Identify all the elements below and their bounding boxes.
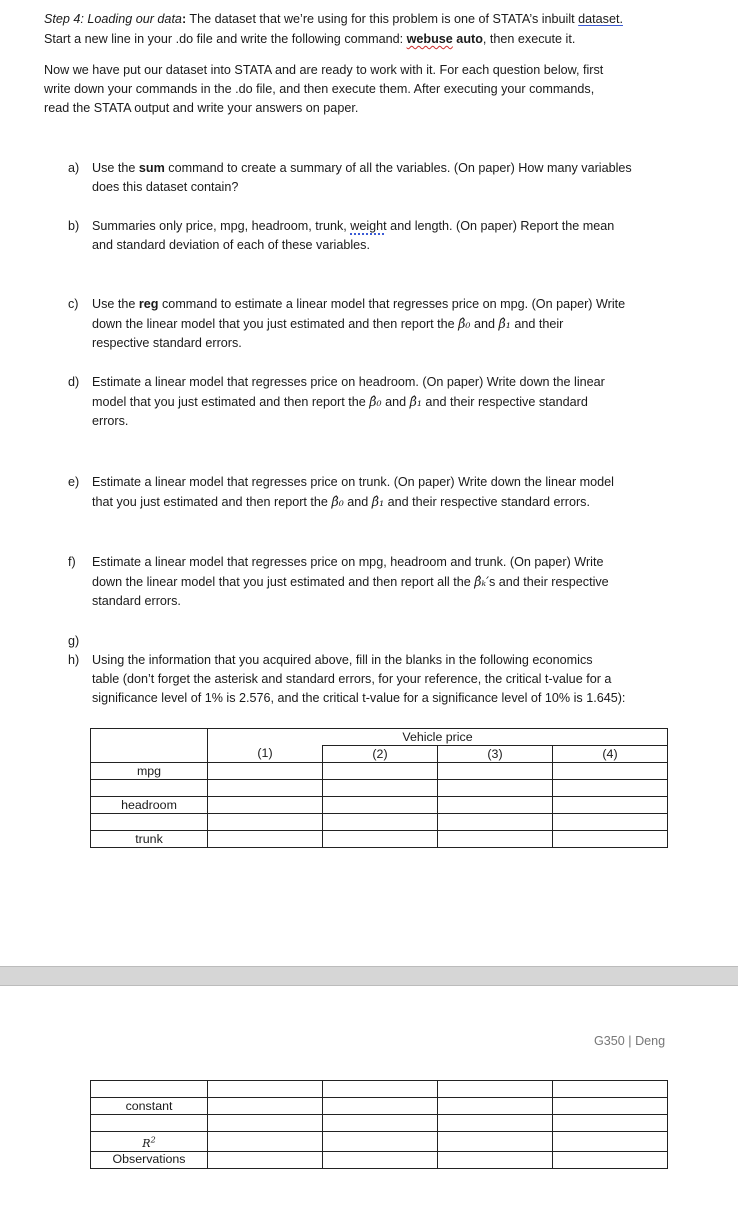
weight-underlined: weight [350, 219, 387, 233]
row-label-constant: constant [91, 1098, 208, 1115]
beta1-symbol: β̂₁ [498, 316, 511, 331]
economics-table-top [90, 728, 668, 848]
beta0-symbol: β̂₀ [331, 494, 344, 509]
cmd-webuse: webuse [406, 32, 453, 46]
intro-para2-line-3: read the STATA output and write your answers on paper. [44, 101, 359, 115]
column-header-1: (1) [208, 746, 323, 763]
page-footer: G350 | Deng [594, 1034, 666, 1048]
column-header-2: (2) [323, 746, 438, 763]
beta1-symbol: β̂₁ [371, 494, 385, 509]
table-corner-cell [91, 729, 208, 763]
page-break [0, 966, 738, 986]
intro-line-1: Step 4: Loading our data: The dataset that we’re using for this problem is one of STATA’s inbuilt dataset. [44, 12, 623, 26]
beta0-symbol: β̂₀ [458, 316, 471, 331]
row-label-observations: Observations [91, 1151, 208, 1168]
column-header-3: (3) [438, 746, 553, 763]
intro-line-2: Start a new line in your .do file and write the following command: webuse auto, then execute it. [44, 32, 576, 46]
betak-symbol: β̂ₖ′ [474, 574, 489, 589]
row-label-trunk: trunk [91, 831, 208, 848]
economics-table-bottom [90, 1080, 668, 1169]
column-header-4: (4) [553, 746, 668, 763]
intro-para2-line-2: write down your commands in the .do file, and then execute them. After executing your commands, [44, 82, 595, 96]
step-label: Step 4: Loading our data [44, 12, 182, 26]
intro-para2-line-1: Now we have put our dataset into STATA and are ready to work with it. For each question below, first [44, 63, 604, 77]
beta0-symbol: β̂₀ [369, 394, 382, 409]
beta1-symbol: β̂₁ [409, 394, 422, 409]
table-header-vehicle-price: Vehicle price [208, 729, 668, 746]
row-label-r2: $R^2$ [91, 1132, 208, 1152]
row-label-mpg: mpg [91, 763, 208, 780]
cmd-auto: auto [452, 32, 483, 46]
row-label-headroom: headroom [91, 797, 208, 814]
dataset-link-text: dataset. [578, 12, 623, 26]
